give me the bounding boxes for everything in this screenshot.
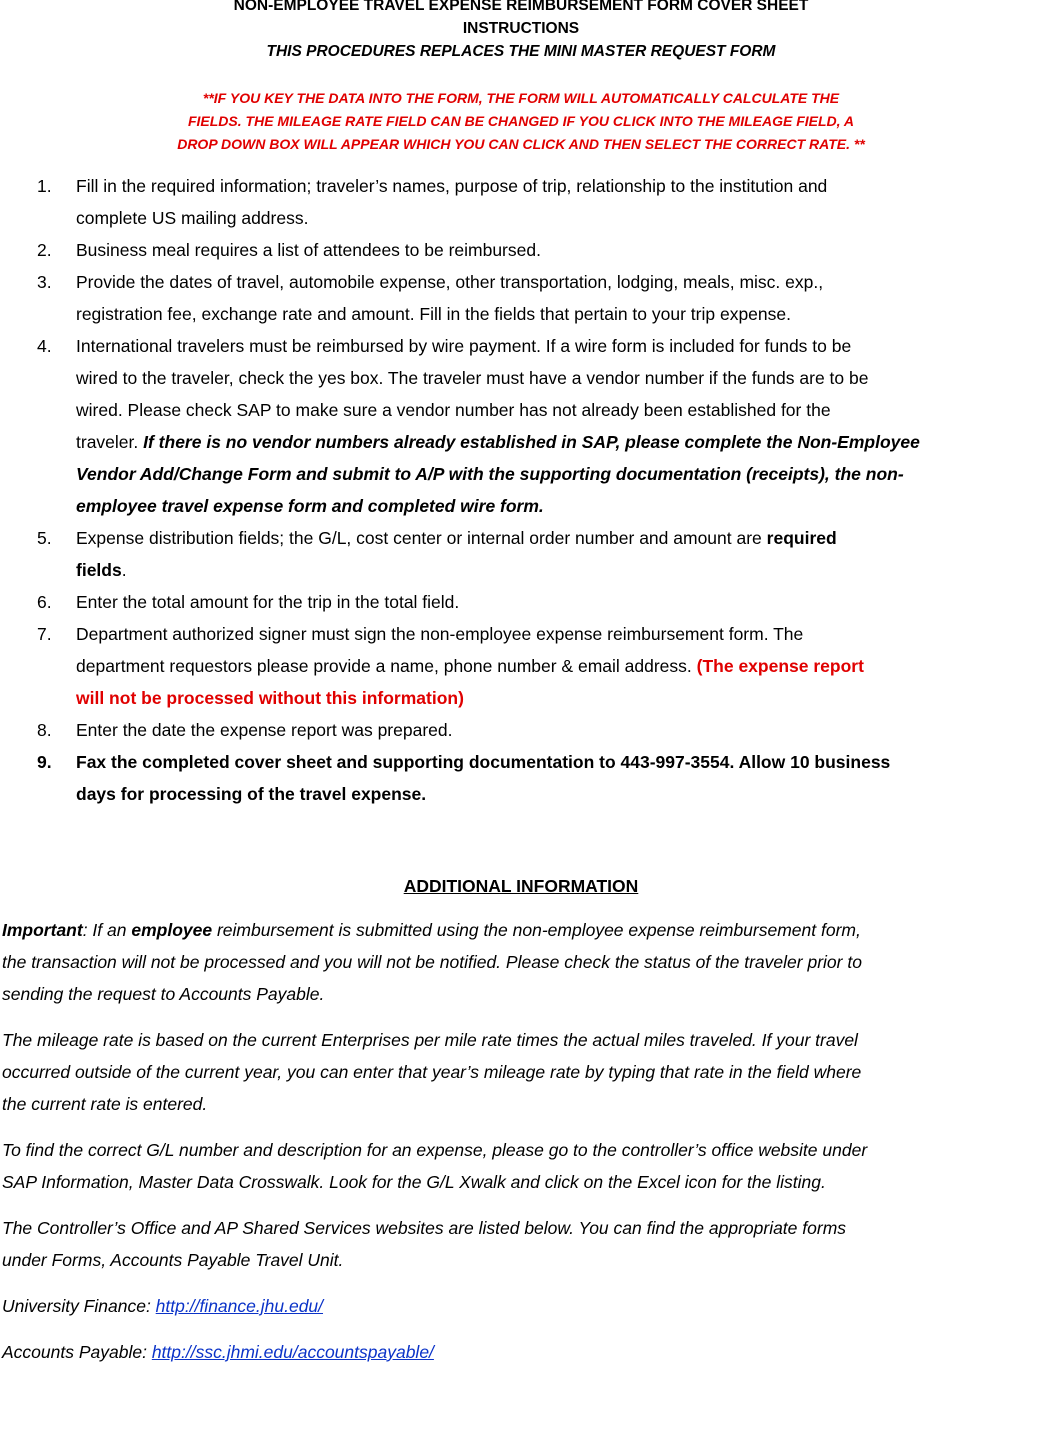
websites-paragraph: The Controller’s Office and AP Shared Services websites are listed below. You can find the appropriate forms under Forms, Accounts Payable Travel Unit. [2, 1218, 847, 1270]
accounts-payable-link[interactable]: http://ssc.jhmi.edu/accountspayable/ [151, 1342, 434, 1362]
form-title: NON-EMPLOYEE TRAVEL EXPENSE REIMBURSEMENT FORM COVER SHEET [233, 0, 809, 14]
mileage-paragraph: The mileage rate is based on the current Enterprises per mile rate times the actual miles traveled. If your travel occurred outside of the current year, you can enter that year’s mileage rate by typing that rate in the field where the current rate is entered. [2, 1030, 862, 1114]
replaces-note: THIS PROCEDURES REPLACES THE MINI MASTER REQUEST FORM [266, 43, 776, 60]
instruction-step-fax: 9. Fax the completed cover sheet and supporting documentation to 443-997-3554. Allow 10 business days for processing of the travel expense. [37, 752, 891, 804]
instruction-step: 2. Business meal requires a list of attendees to be reimbursed. [37, 240, 541, 260]
instruction-step: 1. Fill in the required information; traveler’s names, purpose of trip, relationship to the institution and complete US mailing address. [37, 176, 828, 228]
additional-info-heading: ADDITIONAL INFORMATION [403, 876, 639, 896]
instruction-list [0, 170, 1042, 810]
instruction-step: 8. Enter the date the expense report was prepared. [37, 720, 453, 740]
gl-paragraph: To find the correct G/L number and description for an expense, please go to the controller’s office website under SAP Information, Master Data Crosswalk. Look for the G/L Xwalk and click on the Excel icon for the listing. [2, 1140, 868, 1192]
instruction-step: 7. Department authorized signer must sign the non-employee expense reimbursement form. The department requestors please provide a name, phone number & email address. (The expense report will not be processed without this information) [37, 624, 864, 708]
finance-link-line: University Finance: http://finance.jhu.edu/ [2, 1296, 324, 1316]
instruction-step: 5. Expense distribution fields; the G/L, cost center or internal order number and amount are required fields. [37, 528, 837, 580]
auto-calc-warning: **IF YOU KEY THE DATA INTO THE FORM, THE FORM WILL AUTOMATICALLY CALCULATE THE FIELDS. THE MILEAGE RATE FIELD CAN BE CHANGED IF YOU CLICK INTO THE MILEAGE FIELD, A DROP DOWN BOX WILL APPEAR WHICH YOU CAN CLICK AND THEN SELECT THE CORRECT RATE. ** [177, 90, 865, 152]
ap-link-line: Accounts Payable: http://ssc.jhmi.edu/accountspayable/ [2, 1342, 434, 1362]
form-subtitle: INSTRUCTIONS [462, 20, 580, 37]
vendor-number-emphasis: If there is no vendor numbers already established in SAP, please complete the Non-Employee [143, 432, 920, 452]
finance-link[interactable]: http://finance.jhu.edu/ [155, 1296, 324, 1316]
instruction-step: 4. International travelers must be reimbursed by wire payment. If a wire form is included for funds to be wired to the traveler, check the yes box. The traveler must have a vendor number if the funds are to be wired. Please check SAP to make sure a vendor number has not already been established for the traveler. If there is no vendor numbers already established in SAP, please complete the Non-Employee Vendor Add/Change Form and submit to A/P with the supporting documentation (receipts), the non- employee travel expense form and completed wire form. [37, 336, 920, 516]
instruction-step: 3. Provide the dates of travel, automobile expense, other transportation, lodging, meals, misc. exp., registration fee, exchange rate and amount. Fill in the fields that pertain to your trip expense. [37, 272, 824, 324]
instruction-step: 6. Enter the total amount for the trip in the total field. [37, 592, 460, 612]
important-paragraph: Important: If an employee reimbursement is submitted using the non-employee expense reimbursement form, the transaction will not be processed and you will not be notified. Please check the status of the traveler prior to sending the request to Accounts Payable. [2, 920, 862, 1004]
additional-info [0, 914, 1042, 1368]
processing-warning: (The expense report [696, 656, 864, 676]
